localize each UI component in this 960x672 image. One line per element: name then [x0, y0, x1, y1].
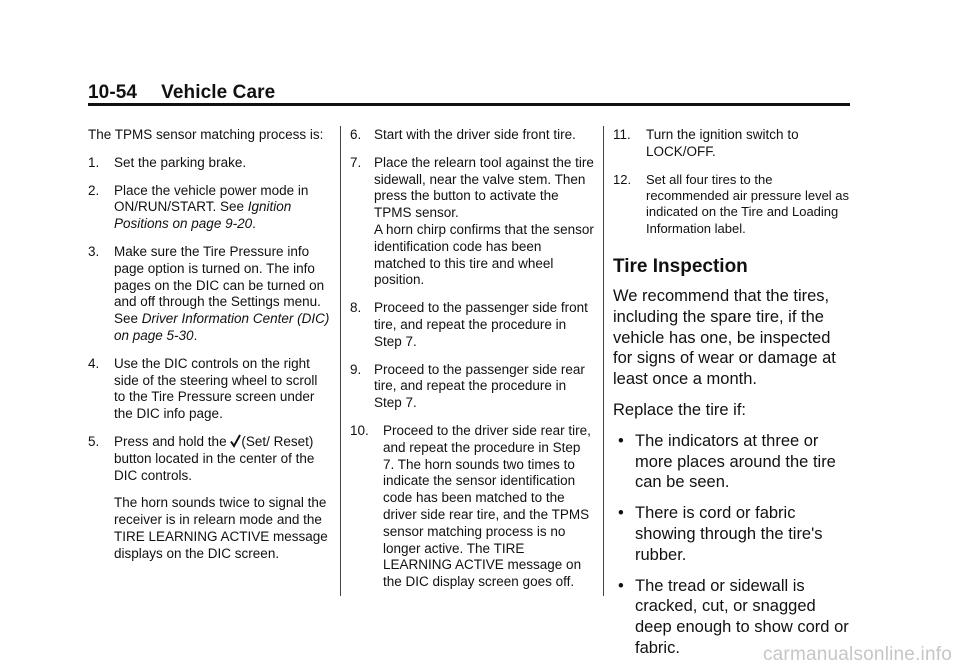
checkmark-icon [230, 434, 241, 448]
step-10 [350, 423, 595, 591]
step-number: 4. [88, 355, 100, 371]
bullet-symbol: • [618, 431, 624, 450]
header-rule [88, 103, 850, 106]
step-text: Proceed to the passenger side front tire, and repeat the procedure in Step 7. [374, 300, 588, 349]
page-header [88, 82, 275, 104]
watermark: carmanualsonline.info [762, 644, 952, 665]
step-4 [88, 356, 332, 423]
step-text: Proceed to the driver side rear tire, and repeat the procedure in Step 7. The horn sounds two times to indicate the sensor identification code has been matched to the driver side rear tire, and the TPMS sensor matching process is no longer active. The TIRE LEARNING ACTIVE message on the DIC display screen goes off. [383, 422, 591, 590]
step-text: Set the parking brake. [114, 154, 247, 170]
section-heading: Tire Inspection [613, 256, 748, 278]
step-9 [350, 362, 595, 412]
step-12 [613, 172, 853, 238]
bullet-item [613, 431, 853, 493]
step-7 [350, 155, 595, 289]
cross-reference-link[interactable]: Ignition Positions on page 9-20 [114, 199, 292, 232]
step-1 [88, 155, 332, 172]
column-1 [88, 127, 332, 574]
cross-reference-link[interactable]: Driver Information Center (DIC) on page 5-30 [114, 311, 330, 343]
step-2 [88, 183, 332, 233]
step-text: Start with the driver side front tire. [374, 127, 576, 142]
step-text: Place the vehicle power mode in ON/RUN/START. See [114, 182, 309, 215]
step-number: 3. [88, 243, 100, 259]
step-number: 2. [88, 182, 100, 198]
step-number: 10. [350, 422, 369, 438]
page-number: 10-54 [88, 82, 138, 103]
step-text-post: (Set/ Reset) button located in the center of the DIC controls. [114, 433, 315, 483]
step-5 [88, 434, 332, 563]
step-11 [613, 127, 853, 161]
step-text: Proceed to the passenger side rear tire, and repeat the procedure in Step 7. [374, 361, 585, 411]
step-number: 7. [350, 154, 362, 170]
step-text-end: . [252, 216, 256, 232]
replace-intro: Replace the tire if: [613, 401, 746, 419]
bullet-text: There is cord or fabric showing through the tire's rubber. [635, 504, 823, 564]
bullet-item [613, 503, 853, 565]
intro-text: The TPMS sensor matching process is: [88, 127, 324, 142]
step-3 [88, 244, 332, 345]
step-6 [350, 127, 595, 144]
step-text: Place the relearn tool against the tire sidewall, near the valve stem. Then press the button to activate the TPMS sensor. [374, 154, 594, 221]
bullet-text: The indicators at three or more places around the tire can be seen. [635, 431, 836, 492]
lead-paragraph: We recommend that the tires, including the spare tire, if the vehicle has one, be inspected for signs of wear or damage at least once a month. [613, 287, 836, 389]
bullet-text: The tread or sidewall is cracked, cut, or snagged deep enough to show cord or fabric. [635, 576, 849, 657]
step-number: 5. [88, 433, 100, 449]
step-number: 12. [613, 171, 632, 187]
step-number: 11. [613, 127, 631, 142]
step-text: Make sure the Tire Pressure info page option is turned on. The info pages on the DIC can be turned on and off through the Settings menu. See [114, 243, 325, 327]
step-8 [350, 300, 595, 350]
step-text-end: . [193, 327, 198, 343]
step-number: 8. [350, 300, 362, 316]
step-7-note: A horn chirp confirms that the sensor identification code has been matched to this tire and wheel position. [374, 221, 594, 288]
column-3 [613, 127, 853, 669]
step-text: Turn the ignition switch to LOCK/OFF. [646, 127, 799, 159]
bullet-symbol: • [618, 504, 624, 523]
column-divider-2 [603, 126, 604, 596]
section-title-header: Vehicle Care [161, 82, 276, 103]
step-number: 6. [350, 127, 362, 142]
step-number: 1. [88, 154, 100, 170]
column-divider-1 [340, 126, 341, 596]
column-2 [350, 127, 595, 602]
step-text: Press and hold the [114, 433, 231, 449]
step-number: 9. [350, 361, 362, 377]
step-text: Use the DIC controls on the right side of the steering wheel to scroll to the Tire Pressure screen under the DIC info page. [114, 355, 318, 422]
step-5-note: The horn sounds twice to signal the receiver is in relearn mode and the TIRE LEARNING ACTIVE message displays on the DIC screen. [114, 495, 328, 561]
bullet-symbol: • [618, 576, 624, 595]
step-text: Set all four tires to the recommended air pressure level as indicated on the Tire and Loading Information label. [646, 171, 850, 236]
